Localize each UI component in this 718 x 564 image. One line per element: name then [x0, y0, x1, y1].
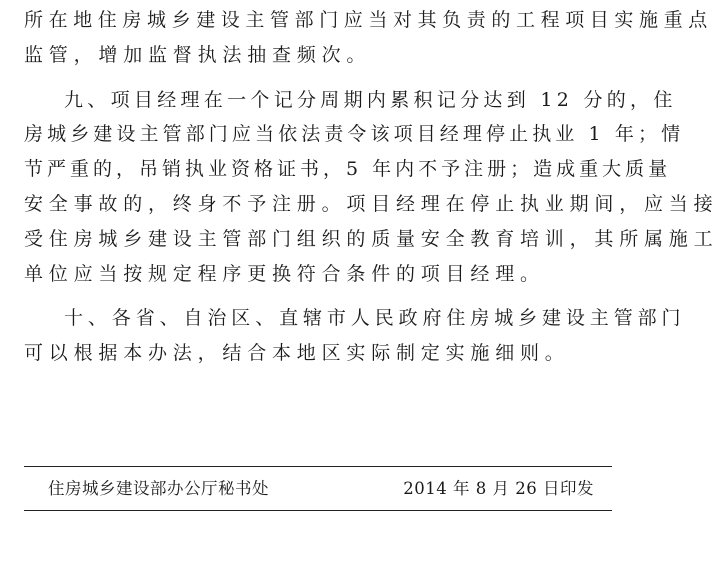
clause-10-line-2: 可以根据本办法，结合本地区实际制定实施细则。 [24, 342, 570, 364]
body-line-1: 所在地住房城乡建设主管部门应当对其负责的工程项目实施重点 [24, 9, 713, 31]
body-line-2: 监管，增加监督执法抽查频次。 [24, 44, 372, 66]
footer-date: 2014 年 8 月 26 日印发 [403, 479, 594, 498]
footer-top-rule [24, 466, 612, 467]
clause-9-line-3: 节严重的，吊销执业资格证书，5 年内不予注册；造成重大质量 [24, 158, 672, 180]
clause-9-line-1: 九、项目经理在一个记分周期内累积记分达到 12 分的，住 [64, 89, 677, 111]
footer-bottom-rule [24, 510, 612, 511]
clause-9-line-4: 安全事故的，终身不予注册。项目经理在停止执业期间，应当接 [24, 193, 718, 215]
clause-10-line-1: 十、各省、自治区、直辖市人民政府住房城乡建设主管部门 [64, 307, 686, 329]
clause-9-line-6: 单位应当按规定程序更换符合条件的项目经理。 [24, 263, 545, 285]
clause-9-line-5: 受住房城乡建设主管部门组织的质量安全教育培训，其所属施工 [24, 228, 718, 250]
clause-9-line-2: 房城乡建设主管部门应当依法责令该项目经理停止执业 1 年；情 [24, 123, 685, 145]
footer-issuer: 住房城乡建设部办公厅秘书处 [48, 479, 269, 498]
